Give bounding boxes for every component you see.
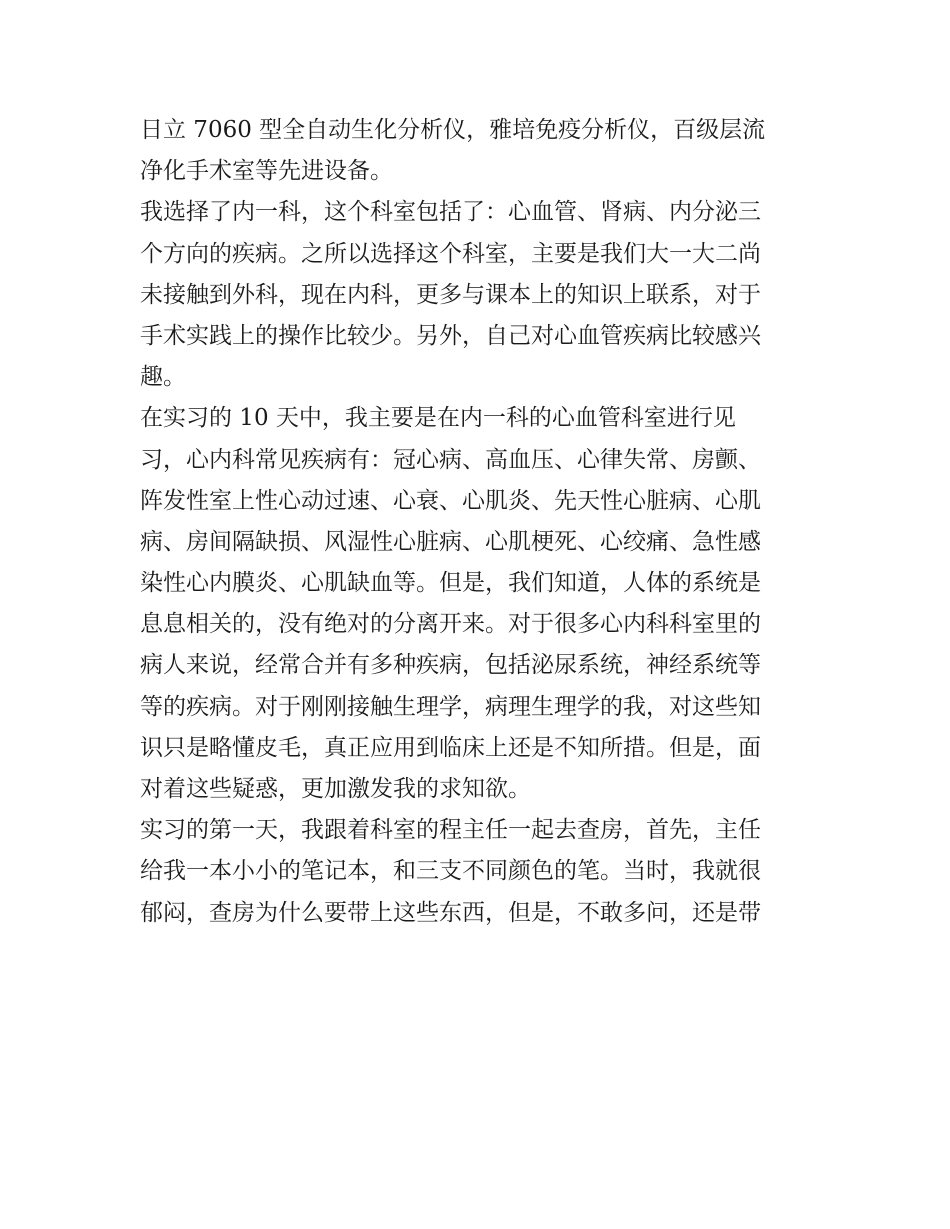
text-line: 个方向的疾病。之所以选择这个科室，主要是我们大一大二尚 xyxy=(140,240,761,267)
text-line: 等的疾病。对于刚刚接触生理学，病理生理学的我，对这些知 xyxy=(140,693,761,720)
text-line: 未接触到外科，现在内科，更多与课本上的知识上联系，对于 xyxy=(140,281,761,308)
text-line: 在实习的 10 天中，我主要是在内一科的心血管科室进行见 xyxy=(140,405,736,432)
text-line: 郁闷，查房为什么要带上这些东西，但是，不敢多问，还是带 xyxy=(140,899,761,926)
text-line: 染性心内膜炎、心肌缺血等。但是，我们知道，人体的系统是 xyxy=(140,570,761,597)
text-line: 我选择了内一科，这个科室包括了：心血管、肾病、内分泌三 xyxy=(140,199,761,226)
text-line: 息息相关的，没有绝对的分离开来。对于很多心内科科室里的 xyxy=(140,611,761,638)
text-line: 阵发性室上性心动过速、心衰、心肌炎、先天性心脏病、心肌 xyxy=(140,487,761,514)
text-line: 日立 7060 型全自动生化分析仪，雅培免疫分析仪，百级层流 xyxy=(140,117,766,143)
text-line: 给我一本小小的笔记本，和三支不同颜色的笔。当时，我就很 xyxy=(140,858,761,885)
text-line: 趣。 xyxy=(140,364,186,391)
text-line: 手术实践上的操作比较少。另外，自己对心血管疾病比较感兴 xyxy=(140,322,761,349)
text-line: 习，心内科常见疾病有：冠心病、高血压、心律失常、房颤、 xyxy=(140,446,761,473)
text-line: 对着这些疑惑，更加激发我的求知欲。 xyxy=(140,776,531,802)
text-line: 病人来说，经常合并有多种疾病，包括泌尿系统，神经系统等 xyxy=(140,652,761,679)
text-line: 识只是略懂皮毛，真正应用到临床上还是不知所措。但是，面 xyxy=(140,734,761,761)
text-line: 实习的第一天，我跟着科室的程主任一起去查房，首先，主任 xyxy=(140,817,761,844)
text-line: 病、房间隔缺损、风湿性心脏病、心肌梗死、心绞痛、急性感 xyxy=(140,528,761,555)
body-text xyxy=(140,110,820,934)
text-line: 净化手术室等先进设备。 xyxy=(140,158,393,185)
